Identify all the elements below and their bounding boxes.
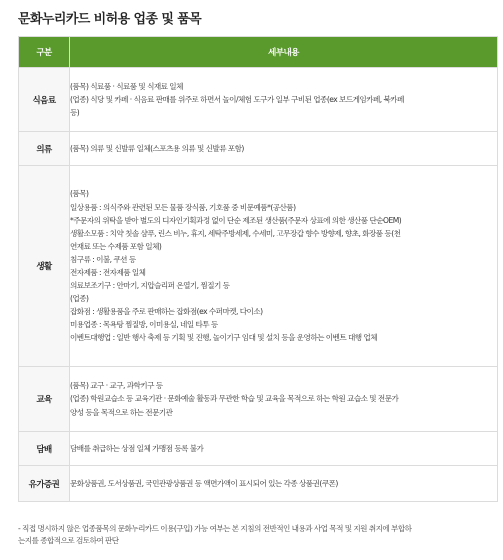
detail-line: 생활소모품 : 치약 칫솔 샴푸, 린스 비누, 휴지, 세탁주방세제, 수세미, 고무장갑 향수 방향제, 향초, 화장품 등(천 [70, 228, 401, 238]
detail-line: 의료보조기구 : 안마기, 지압슬리퍼 온열기, 찜질기 등 [70, 281, 230, 291]
detail-line: 등) [70, 108, 80, 118]
footnote-line: 는지를 종합적으로 검토하여 판단 [18, 536, 119, 545]
detail-line: *주문자의 위탁을 받아 별도의 디자인기획과정 없이 단순 제조된 생산품(주문자 상표에 의한 생산품 단순OEM) [70, 215, 402, 225]
table-header-row [19, 37, 498, 68]
table-row [19, 132, 498, 166]
row-details [70, 367, 498, 432]
detail-line: (품목) 교구 · 교구, 과학키구 등 [70, 381, 163, 391]
detail-line: (업종) [70, 294, 89, 304]
table-row [19, 367, 498, 432]
detail-line: 전자제품 : 전자제품 일체 [70, 268, 146, 277]
row-details [70, 432, 498, 466]
detail-line: 문화상품권, 도서상품권, 국민관광상품권 등 액면가액이 표시되어 있는 각종 상품권(쿠폰) [70, 478, 338, 488]
row-category: 식음료 [19, 68, 70, 132]
detail-line: 연재료 또는 수제품 포함 일체) [70, 241, 162, 251]
row-details [70, 166, 498, 367]
detail-line: 이벤트대행업 : 일반 행사 축제 등 기획 및 진행, 놀이기구 임대 및 설치 등을 운영하는 이벤트 대행 업체 [70, 333, 377, 343]
row-details [70, 466, 498, 502]
table-row [19, 432, 498, 466]
row-category: 유가증권 [19, 466, 70, 502]
page-title: 문화누리카드 비허용 업종 및 품목 [18, 12, 202, 27]
footnote-line: - 직접 명시하지 않은 업종품목의 문화누리카드 이용(구입) 가능 여부는 본 지침의 전반적인 내용과 사업 목적 및 지원 취지에 부합하 [18, 524, 412, 533]
restriction-table [18, 36, 498, 502]
detail-line: 담배를 취급하는 상점 일체 가맹점 등록 불가 [70, 443, 204, 453]
row-category: 생활 [19, 166, 70, 367]
header-details: 세부내용 [70, 37, 498, 68]
table-row [19, 68, 498, 132]
header-category: 구분 [19, 37, 70, 68]
footnote [18, 523, 498, 547]
detail-line: (품목) 식료품 · 식료품 및 식재료 일체 [70, 81, 183, 91]
row-category: 교육 [19, 367, 70, 432]
row-details [70, 132, 498, 166]
detail-line: 미용업종 : 목욕탕 찜질방, 이미용실, 네일 타투 등 [70, 320, 218, 330]
table-row [19, 466, 498, 502]
row-category: 의류 [19, 132, 70, 166]
detail-line: 일상용품 : 의식주와 관련된 모든 물품 장식품, 기호품 중 비문예품*(공산품) [70, 202, 296, 212]
row-details [70, 68, 498, 132]
detail-line: 양성 등을 목적으로 하는 전문기관 [70, 407, 173, 417]
detail-line: (품목) 의류 및 신발류 일체(스포츠용 의류 및 신발류 포함) [70, 143, 244, 153]
table-row [19, 166, 498, 367]
row-category: 담배 [19, 432, 70, 466]
detail-line: (업종) 학원교습소 등 교육기관 · 문화예술 활동과 무관한 학습 및 교육을 목적으로 하는 학원 교습소 및 전문가 [70, 394, 399, 404]
detail-line: 잡화점 : 생활용품을 주로 판매하는 잡화점(ex 수퍼마켓, 다이소) [70, 307, 263, 317]
detail-line: (품목) [70, 189, 89, 199]
detail-line: 침구류 : 이불, 쿠션 등 [70, 254, 136, 264]
detail-line: (업종) 식당 및 카페 · 식음료 판매를 위주로 하면서 놀이/체험 도구가 일부 구비된 업종(ex 보드게임카페, 북카페 [70, 94, 404, 104]
